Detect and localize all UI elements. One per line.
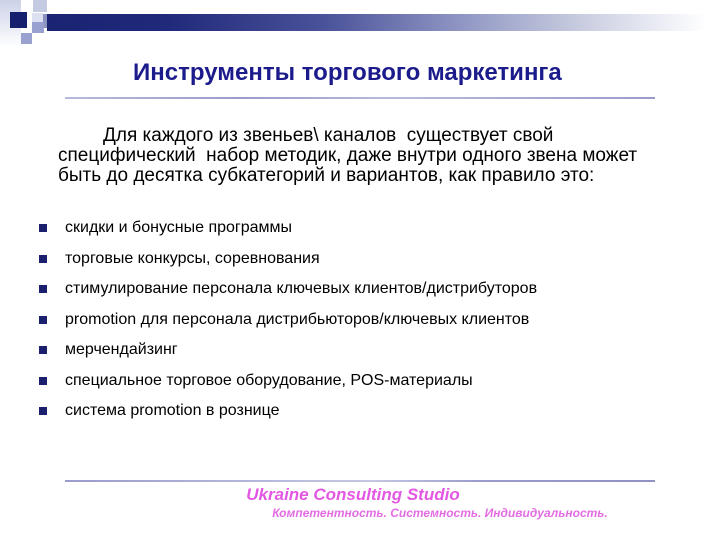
list-item bbox=[39, 366, 537, 397]
square-bullet-icon bbox=[39, 255, 47, 263]
list-item bbox=[39, 305, 537, 336]
square-bullet-icon bbox=[39, 224, 47, 232]
square-bullet-icon bbox=[39, 407, 47, 415]
bullet-label: торговые конкурсы, соревнования bbox=[65, 249, 320, 267]
bullet-label: система promotion в рознице bbox=[65, 402, 280, 420]
list-item bbox=[39, 396, 537, 427]
intro-line: Для каждого из звеньев\ каналов существует свой bbox=[103, 125, 554, 146]
square-bullet-icon bbox=[39, 285, 47, 293]
decor-square bbox=[21, 33, 32, 44]
decor-square bbox=[10, 12, 27, 28]
footer-divider bbox=[65, 480, 655, 482]
list-item bbox=[39, 335, 537, 366]
slide-title: Инструменты торгового маркетинга bbox=[133, 59, 562, 86]
footer-brand: Ukraine Consulting Studio bbox=[246, 485, 460, 504]
bullet-label: скидки и бонусные программы bbox=[65, 219, 293, 237]
intro-paragraph bbox=[58, 126, 678, 186]
decor-square bbox=[32, 22, 44, 33]
bullet-label: promotion для персонала дистрибьюторов/ключевых клиентов bbox=[65, 310, 530, 328]
intro-line: быть до десятка субкатегорий и вариантов, как правило это: bbox=[58, 165, 595, 186]
decor-square bbox=[33, 0, 47, 12]
decor-header-bar bbox=[47, 14, 707, 31]
square-bullet-icon bbox=[39, 346, 47, 354]
footer-tagline: Компетентность. Системность. Индивидуальность. bbox=[272, 506, 608, 520]
square-bullet-icon bbox=[39, 316, 47, 324]
list-item bbox=[39, 213, 537, 244]
list-item bbox=[39, 244, 537, 275]
intro-line: специфический набор методик, даже внутри одного звена может bbox=[58, 145, 638, 166]
square-bullet-icon bbox=[39, 377, 47, 385]
bullet-label: стимулирование персонала ключевых клиентов/дистрибуторов bbox=[65, 280, 538, 298]
title-underline bbox=[65, 97, 655, 99]
decor-square bbox=[32, 13, 43, 22]
bullet-label: мерчендайзинг bbox=[65, 341, 178, 359]
list-item bbox=[39, 274, 537, 305]
bullet-label: специальное торговое оборудование, POS-материалы bbox=[65, 371, 473, 389]
bullet-list bbox=[39, 213, 537, 427]
